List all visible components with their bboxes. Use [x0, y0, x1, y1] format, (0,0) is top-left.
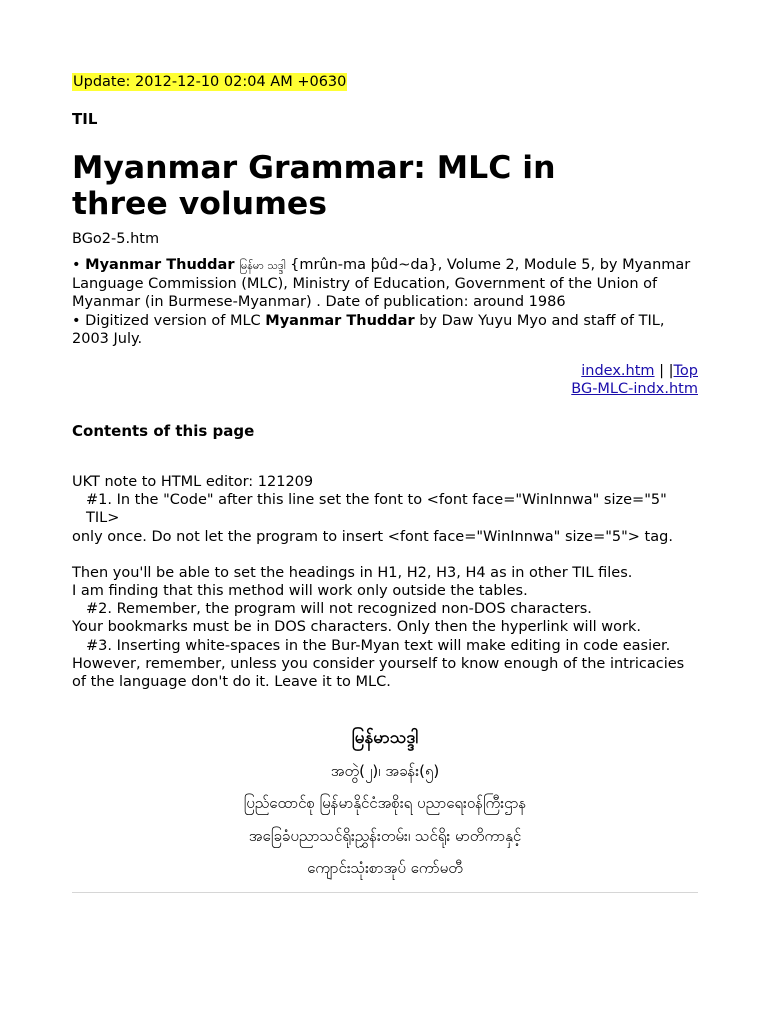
page-title: Myanmar Grammar: MLC in three volumes [72, 150, 556, 222]
til-label: TIL [72, 110, 98, 128]
note-line-2: #1. In the "Code" after this line set the font to <font face="WinInnwa" size="5" TIL> [86, 492, 667, 527]
burmese-line-4: ကျောင်းသုံးစာအုပ် ကော်မတီ [307, 859, 463, 877]
note-gap [72, 546, 698, 564]
update-timestamp: Update: 2012-12-10 02:04 AM +0630 [73, 74, 347, 90]
note-line-5: I am finding that this method will work only outside the tables. [72, 583, 528, 600]
burmese-line-2: ပြည်ထောင်စု မြန်မာနိုင်ငံအစိုးရ ပညာရေးဝန်ကြီးဌာန [243, 794, 527, 812]
note-line-1: UKT note to HTML editor: 121209 [72, 474, 314, 490]
top-link[interactable]: Top [673, 363, 698, 379]
burmese-title: မြန်မာသဒ္ဒါ [351, 728, 419, 748]
intro-rest: {mrûn-ma þûd~da}, Volume 2, Module 5, by Myanmar Language Commission (MLC), Ministry of Education, Government of the Union of Myanmar (in Burmese-Myanmar) . Date of publication: around 1986 [72, 257, 691, 311]
horizontal-rule [72, 892, 698, 893]
digitized-prefix: • Digitized version of MLC [72, 312, 266, 329]
mlc-index-link[interactable]: BG-MLC-indx.htm [571, 381, 698, 398]
digitized-book-name: Myanmar Thuddar [265, 312, 415, 329]
note-line-6: #2. Remember, the program will not recognized non-DOS characters. [86, 601, 592, 618]
burmese-line-1: အတွဲ(၂)၊ အခန်း(၅) [330, 761, 440, 780]
book-name: Myanmar Thuddar [85, 257, 235, 273]
file-name: BGo2-5.htm [72, 231, 160, 247]
intro-paragraph [72, 256, 698, 348]
burmese-line-3: အခြေခံပညာသင်ရိုးညွှန်းတမ်း၊ သင်ရိုး မာတိကာနှင့် [248, 826, 522, 845]
editor-note [72, 473, 698, 691]
note-line-7: Your bookmarks must be in DOS characters. Only then the hyperlink will work. [72, 619, 641, 636]
nav-links [571, 362, 698, 398]
note-line-3: only once. Do not let the program to insert <font face="WinInnwa" size="5"> tag. [72, 528, 673, 545]
note-line-4: Then you'll be able to set the headings in H1, H2, H3, H4 as in other TIL files. [72, 564, 633, 581]
burmese-title-block [72, 722, 698, 885]
note-line-9: However, remember, unless you consider yourself to know enough of the intricacies of the language don't do it. Leave it to MLC. [72, 655, 685, 691]
index-link[interactable]: index.htm [581, 363, 655, 379]
digitized-suffix: by Daw Yuyu Myo and staff of TIL, 2003 July. [72, 312, 665, 347]
contents-heading: Contents of this page [72, 422, 255, 440]
note-line-8: #3. Inserting white-spaces in the Bur-Myan text will make editing in code easier. [86, 637, 671, 654]
bullet: • [72, 257, 81, 273]
nav-separator: | | [654, 363, 674, 379]
book-name-myanmar: မြန်မာ သဒ္ဒါ [239, 259, 286, 272]
